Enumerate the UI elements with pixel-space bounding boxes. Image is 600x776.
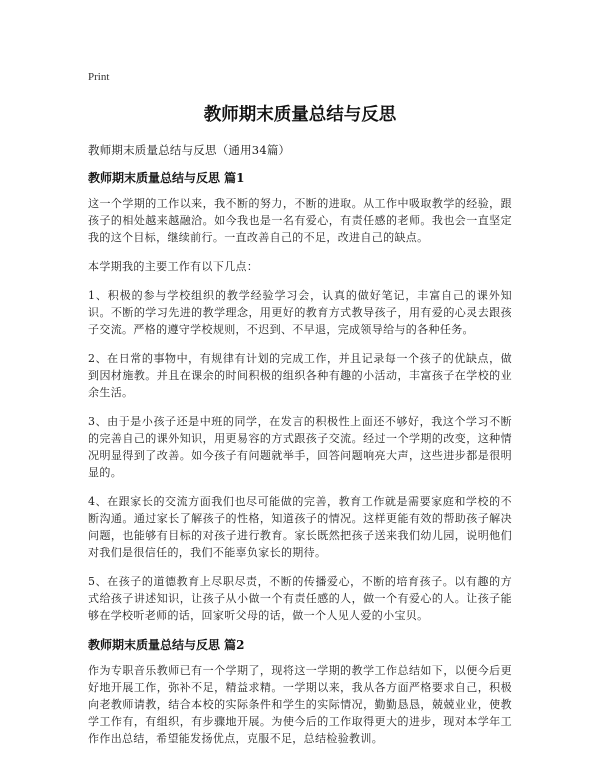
paragraph: 2、在日常的事物中，有规律有计划的完成工作，并且记录每一个孩子的优缺点，做到因材施教。并且在课余的时间积极的组织各种有趣的小活动，丰富孩子在学校的业余生活。: [88, 352, 512, 399]
paragraph: 作为专职音乐教师已有一个学期了，现将这一学期的教学工作总结如下，以便今后更好地开展工作，弥补不足，精益求精。一学期以来，我从各方面严格要求自己，积极向老教师请教，结合本校的实际条件和学生的实际情况，勤勤恳恳，兢兢业业，使教学工作有，有组织，有步骤地开展。为使今后的工作取得更大的进步，现对本学年工作作出总结，希望能发扬优点，克服不足，总结检验教训。: [88, 664, 512, 745]
document-subtitle: 教师期末质量总结与反思（通用34篇）: [88, 143, 291, 157]
page-title: 教师期末质量总结与反思: [203, 105, 397, 125]
section-2: [88, 636, 512, 747]
paragraph: 4、在跟家长的交流方面我们也尽可能做的完善，教育工作就是需要家庭和学校的不断沟通。通过家长了解孩子的性格，知道孩子的情况。这样更能有效的帮助孩子解决问题，也能够有目标的对孩子进行教育。家长既然把孩子送来我们幼儿园，说明他们对我们是很信任的，我们不能辜负家长的期待。: [88, 495, 512, 559]
print-label[interactable]: Print: [88, 71, 110, 83]
paragraph: 3、由于是小孩子还是中班的同学，在发言的积极性上面还不够好，我这个学习不断的完善自己的课外知识，用更易容的方式跟孩子交流。经过一个学期的改变，这种情况明显得到了改善。如今孩子有问题就举手，回答问题响亮大声，这些进步都是很明显的。: [88, 415, 512, 479]
section-heading: 教师期末质量总结与反思 篇2: [88, 638, 245, 652]
paragraph: 本学期我的主要工作有以下几点：: [88, 260, 259, 273]
paragraph: 这一个学期的工作以来，我不断的努力，不断的进取。从工作中吸取教学的经验，跟孩子的相处越来越融洽。如今我也是一名有爱心，有责任感的老师。我也会一直坚定我的这个目标，继续前行。一直改善自己的不足，改进自己的缺点。: [88, 197, 512, 244]
paragraph: 5、在孩子的道德教育上尽职尽责，不断的传播爱心，不断的培育孩子。以有趣的方式给孩子讲述知识，让孩子从小做一个有责任感的人，做一个有爱心的人。让孩子能够在学校听老师的话，回家听父母的话，做一个人见人爱的小宝贝。: [88, 575, 512, 622]
paragraph: 1、积极的参与学校组织的教学经验学习会，认真的做好笔记，丰富自己的课外知识。不断的学习先进的教学理念，用更好的教育方式教导孩子，用有爱的心灵去跟孩子交流。严格的遵守学校规则，不迟到、不早退，完成领导给与的各种任务。: [88, 289, 512, 336]
section-heading: 教师期末质量总结与反思 篇1: [88, 171, 245, 185]
section-1: [88, 169, 512, 624]
